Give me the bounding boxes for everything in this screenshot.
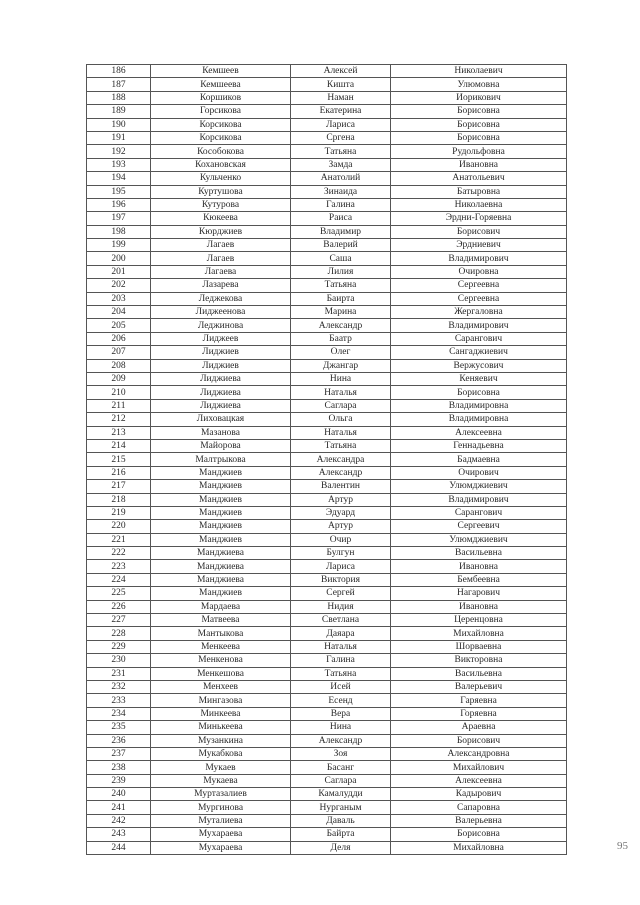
surname-cell: Кюрджиев bbox=[151, 225, 291, 238]
table-row bbox=[87, 480, 567, 493]
patronymic-cell: Николаевна bbox=[391, 198, 567, 211]
first-name-cell: Зинаида bbox=[291, 185, 391, 198]
surname-cell: Леджекова bbox=[151, 292, 291, 305]
patronymic-cell: Кеняевич bbox=[391, 372, 567, 385]
first-name-cell: Даяара bbox=[291, 627, 391, 640]
table-row bbox=[87, 747, 567, 760]
row-number-cell: 230 bbox=[87, 654, 151, 667]
surname-cell: Лиджиев bbox=[151, 359, 291, 372]
surname-cell: Матвеева bbox=[151, 614, 291, 627]
first-name-cell: Эдуард bbox=[291, 506, 391, 519]
row-number-cell: 200 bbox=[87, 252, 151, 265]
surname-cell: Кохановская bbox=[151, 158, 291, 171]
patronymic-cell: Горяевна bbox=[391, 707, 567, 720]
row-number-cell: 225 bbox=[87, 587, 151, 600]
patronymic-cell: Сарангович bbox=[391, 332, 567, 345]
table-row bbox=[87, 841, 567, 854]
surname-cell: Корсикова bbox=[151, 118, 291, 131]
surname-cell: Кособокова bbox=[151, 145, 291, 158]
first-name-cell: Виктория bbox=[291, 573, 391, 586]
first-name-cell: Баирта bbox=[291, 292, 391, 305]
surname-cell: Лагаев bbox=[151, 239, 291, 252]
row-number-cell: 197 bbox=[87, 212, 151, 225]
table-row bbox=[87, 533, 567, 546]
surname-cell: Менкешова bbox=[151, 667, 291, 680]
row-number-cell: 211 bbox=[87, 399, 151, 412]
first-name-cell: Зоя bbox=[291, 747, 391, 760]
surname-cell: Лагаева bbox=[151, 265, 291, 278]
surname-cell: Лиджеев bbox=[151, 332, 291, 345]
surname-cell: Горсикова bbox=[151, 105, 291, 118]
patronymic-cell: Борисовна bbox=[391, 118, 567, 131]
patronymic-cell: Борисовна bbox=[391, 131, 567, 144]
table-row bbox=[87, 587, 567, 600]
patronymic-cell: Александровна bbox=[391, 747, 567, 760]
surname-cell: Манджиев bbox=[151, 520, 291, 533]
patronymic-cell: Сергеевна bbox=[391, 279, 567, 292]
row-number-cell: 192 bbox=[87, 145, 151, 158]
surname-cell: Минькеева bbox=[151, 721, 291, 734]
first-name-cell: Татьяна bbox=[291, 279, 391, 292]
row-number-cell: 242 bbox=[87, 814, 151, 827]
patronymic-cell: Алексеевна bbox=[391, 426, 567, 439]
patronymic-cell: Владимирович bbox=[391, 252, 567, 265]
surname-cell: Лиховацкая bbox=[151, 413, 291, 426]
patronymic-cell: Михайлович bbox=[391, 761, 567, 774]
surname-cell: Манджиев bbox=[151, 480, 291, 493]
first-name-cell: Татьяна bbox=[291, 145, 391, 158]
row-number-cell: 187 bbox=[87, 78, 151, 91]
row-number-cell: 196 bbox=[87, 198, 151, 211]
surname-cell: Мингазова bbox=[151, 694, 291, 707]
first-name-cell: Валентин bbox=[291, 480, 391, 493]
surname-cell: Корсикова bbox=[151, 131, 291, 144]
table-row bbox=[87, 346, 567, 359]
patronymic-cell: Владимировна bbox=[391, 413, 567, 426]
first-name-cell: Лариса bbox=[291, 560, 391, 573]
first-name-cell: Камалудди bbox=[291, 788, 391, 801]
first-name-cell: Галина bbox=[291, 198, 391, 211]
first-name-cell: Алексей bbox=[291, 65, 391, 78]
patronymic-cell: Васильевна bbox=[391, 547, 567, 560]
table-row bbox=[87, 78, 567, 91]
patronymic-cell: Бадмаевна bbox=[391, 453, 567, 466]
row-number-cell: 239 bbox=[87, 774, 151, 787]
table-row bbox=[87, 65, 567, 78]
table-row bbox=[87, 667, 567, 680]
name-list-table bbox=[86, 64, 567, 855]
surname-cell: Коршиков bbox=[151, 91, 291, 104]
table-row bbox=[87, 265, 567, 278]
surname-cell: Манджиева bbox=[151, 560, 291, 573]
patronymic-cell: Сергеевна bbox=[391, 292, 567, 305]
patronymic-cell: Вержусович bbox=[391, 359, 567, 372]
table-row bbox=[87, 105, 567, 118]
table-row bbox=[87, 332, 567, 345]
patronymic-cell: Васильевна bbox=[391, 667, 567, 680]
row-number-cell: 188 bbox=[87, 91, 151, 104]
surname-cell: Кемшеев bbox=[151, 65, 291, 78]
surname-cell: Мукабкова bbox=[151, 747, 291, 760]
surname-cell: Лагаев bbox=[151, 252, 291, 265]
table-row bbox=[87, 118, 567, 131]
table-row bbox=[87, 801, 567, 814]
patronymic-cell: Батыровна bbox=[391, 185, 567, 198]
surname-cell: Мургинова bbox=[151, 801, 291, 814]
table-row bbox=[87, 640, 567, 653]
patronymic-cell: Николаевич bbox=[391, 65, 567, 78]
patronymic-cell: Борисовна bbox=[391, 828, 567, 841]
table-row bbox=[87, 520, 567, 533]
surname-cell: Лиджиев bbox=[151, 346, 291, 359]
table-row bbox=[87, 814, 567, 827]
patronymic-cell: Викторовна bbox=[391, 654, 567, 667]
table-row bbox=[87, 239, 567, 252]
table-row bbox=[87, 600, 567, 613]
first-name-cell: Саша bbox=[291, 252, 391, 265]
row-number-cell: 237 bbox=[87, 747, 151, 760]
surname-cell: Манджиев bbox=[151, 506, 291, 519]
table-row bbox=[87, 359, 567, 372]
surname-cell: Мукаева bbox=[151, 774, 291, 787]
first-name-cell: Саглара bbox=[291, 774, 391, 787]
row-number-cell: 223 bbox=[87, 560, 151, 573]
row-number-cell: 202 bbox=[87, 279, 151, 292]
patronymic-cell: Алексеевна bbox=[391, 774, 567, 787]
first-name-cell: Кишта bbox=[291, 78, 391, 91]
row-number-cell: 201 bbox=[87, 265, 151, 278]
surname-cell: Менкеева bbox=[151, 640, 291, 653]
patronymic-cell: Шорваевна bbox=[391, 640, 567, 653]
row-number-cell: 224 bbox=[87, 573, 151, 586]
row-number-cell: 204 bbox=[87, 306, 151, 319]
first-name-cell: Артур bbox=[291, 493, 391, 506]
table-row bbox=[87, 158, 567, 171]
row-number-cell: 221 bbox=[87, 533, 151, 546]
patronymic-cell: Валерьевна bbox=[391, 814, 567, 827]
table-row bbox=[87, 734, 567, 747]
surname-cell: Мухараева bbox=[151, 828, 291, 841]
first-name-cell: Наталья bbox=[291, 386, 391, 399]
row-number-cell: 241 bbox=[87, 801, 151, 814]
row-number-cell: 216 bbox=[87, 466, 151, 479]
table-row bbox=[87, 306, 567, 319]
surname-cell: Кутурова bbox=[151, 198, 291, 211]
row-number-cell: 186 bbox=[87, 65, 151, 78]
row-number-cell: 205 bbox=[87, 319, 151, 332]
patronymic-cell: Гаряевна bbox=[391, 694, 567, 707]
row-number-cell: 244 bbox=[87, 841, 151, 854]
table-row bbox=[87, 547, 567, 560]
first-name-cell: Татьяна bbox=[291, 667, 391, 680]
surname-cell: Лиджиева bbox=[151, 386, 291, 399]
patronymic-cell: Михайловна bbox=[391, 841, 567, 854]
patronymic-cell: Улюмовна bbox=[391, 78, 567, 91]
first-name-cell: Марина bbox=[291, 306, 391, 319]
patronymic-cell: Бембеевна bbox=[391, 573, 567, 586]
table-row bbox=[87, 627, 567, 640]
surname-cell: Манджиев bbox=[151, 493, 291, 506]
surname-cell: Мукаев bbox=[151, 761, 291, 774]
first-name-cell: Вера bbox=[291, 707, 391, 720]
patronymic-cell: Кадырович bbox=[391, 788, 567, 801]
surname-cell: Мантыкова bbox=[151, 627, 291, 640]
patronymic-cell: Араевна bbox=[391, 721, 567, 734]
surname-cell: Муталиева bbox=[151, 814, 291, 827]
surname-cell: Менхеев bbox=[151, 680, 291, 693]
first-name-cell: Александр bbox=[291, 466, 391, 479]
patronymic-cell: Владимировна bbox=[391, 399, 567, 412]
row-number-cell: 243 bbox=[87, 828, 151, 841]
first-name-cell: Даваль bbox=[291, 814, 391, 827]
row-number-cell: 191 bbox=[87, 131, 151, 144]
surname-cell: Муртазалиев bbox=[151, 788, 291, 801]
patronymic-cell: Ивановна bbox=[391, 600, 567, 613]
table-row bbox=[87, 774, 567, 787]
patronymic-cell: Ивановна bbox=[391, 560, 567, 573]
row-number-cell: 206 bbox=[87, 332, 151, 345]
first-name-cell: Исей bbox=[291, 680, 391, 693]
patronymic-cell: Валерьевич bbox=[391, 680, 567, 693]
surname-cell: Манджиев bbox=[151, 587, 291, 600]
table-row bbox=[87, 172, 567, 185]
surname-cell: Кюкеева bbox=[151, 212, 291, 225]
patronymic-cell: Эрдниевич bbox=[391, 239, 567, 252]
surname-cell: Лиджиева bbox=[151, 372, 291, 385]
patronymic-cell: Очировна bbox=[391, 265, 567, 278]
row-number-cell: 199 bbox=[87, 239, 151, 252]
first-name-cell: Сргена bbox=[291, 131, 391, 144]
table-row bbox=[87, 721, 567, 734]
first-name-cell: Есенд bbox=[291, 694, 391, 707]
first-name-cell: Нина bbox=[291, 721, 391, 734]
first-name-cell: Сергей bbox=[291, 587, 391, 600]
row-number-cell: 234 bbox=[87, 707, 151, 720]
row-number-cell: 212 bbox=[87, 413, 151, 426]
patronymic-cell: Улюмджиевич bbox=[391, 533, 567, 546]
row-number-cell: 193 bbox=[87, 158, 151, 171]
table-row bbox=[87, 788, 567, 801]
patronymic-cell: Эрдни-Горяевна bbox=[391, 212, 567, 225]
surname-cell: Манджиев bbox=[151, 466, 291, 479]
row-number-cell: 215 bbox=[87, 453, 151, 466]
row-number-cell: 219 bbox=[87, 506, 151, 519]
patronymic-cell: Сапаровна bbox=[391, 801, 567, 814]
table-row bbox=[87, 560, 567, 573]
first-name-cell: Булгун bbox=[291, 547, 391, 560]
surname-cell: Манджиева bbox=[151, 573, 291, 586]
row-number-cell: 229 bbox=[87, 640, 151, 653]
first-name-cell: Лилия bbox=[291, 265, 391, 278]
surname-cell: Кульченко bbox=[151, 172, 291, 185]
row-number-cell: 231 bbox=[87, 667, 151, 680]
first-name-cell: Владимир bbox=[291, 225, 391, 238]
first-name-cell: Наман bbox=[291, 91, 391, 104]
surname-cell: Манджиев bbox=[151, 533, 291, 546]
patronymic-cell: Анатольевич bbox=[391, 172, 567, 185]
table-row bbox=[87, 828, 567, 841]
first-name-cell: Александр bbox=[291, 319, 391, 332]
patronymic-cell: Владимирович bbox=[391, 493, 567, 506]
table-row bbox=[87, 225, 567, 238]
row-number-cell: 218 bbox=[87, 493, 151, 506]
row-number-cell: 228 bbox=[87, 627, 151, 640]
table-row bbox=[87, 279, 567, 292]
row-number-cell: 233 bbox=[87, 694, 151, 707]
row-number-cell: 194 bbox=[87, 172, 151, 185]
row-number-cell: 236 bbox=[87, 734, 151, 747]
table-row bbox=[87, 439, 567, 452]
patronymic-cell: Борисовна bbox=[391, 105, 567, 118]
row-number-cell: 198 bbox=[87, 225, 151, 238]
patronymic-cell: Сангаджиевич bbox=[391, 346, 567, 359]
table-row bbox=[87, 453, 567, 466]
row-number-cell: 207 bbox=[87, 346, 151, 359]
surname-cell: Мазанова bbox=[151, 426, 291, 439]
table-row bbox=[87, 252, 567, 265]
table-row bbox=[87, 694, 567, 707]
patronymic-cell: Борисович bbox=[391, 225, 567, 238]
table-row bbox=[87, 761, 567, 774]
first-name-cell: Лариса bbox=[291, 118, 391, 131]
first-name-cell: Нина bbox=[291, 372, 391, 385]
first-name-cell: Татьяна bbox=[291, 439, 391, 452]
row-number-cell: 235 bbox=[87, 721, 151, 734]
table-row bbox=[87, 212, 567, 225]
first-name-cell: Наталья bbox=[291, 426, 391, 439]
first-name-cell: Александра bbox=[291, 453, 391, 466]
surname-cell: Мардаева bbox=[151, 600, 291, 613]
row-number-cell: 232 bbox=[87, 680, 151, 693]
row-number-cell: 220 bbox=[87, 520, 151, 533]
surname-cell: Леджинова bbox=[151, 319, 291, 332]
patronymic-cell: Борисовна bbox=[391, 386, 567, 399]
row-number-cell: 190 bbox=[87, 118, 151, 131]
first-name-cell: Светлана bbox=[291, 614, 391, 627]
first-name-cell: Саглара bbox=[291, 399, 391, 412]
surname-cell: Лиджиева bbox=[151, 399, 291, 412]
row-number-cell: 195 bbox=[87, 185, 151, 198]
table-row bbox=[87, 614, 567, 627]
patronymic-cell: Церенцовна bbox=[391, 614, 567, 627]
patronymic-cell: Жергаловна bbox=[391, 306, 567, 319]
first-name-cell: Олег bbox=[291, 346, 391, 359]
row-number-cell: 203 bbox=[87, 292, 151, 305]
row-number-cell: 209 bbox=[87, 372, 151, 385]
table-row bbox=[87, 131, 567, 144]
row-number-cell: 226 bbox=[87, 600, 151, 613]
patronymic-cell: Ивановна bbox=[391, 158, 567, 171]
row-number-cell: 217 bbox=[87, 480, 151, 493]
first-name-cell: Анатолий bbox=[291, 172, 391, 185]
patronymic-cell: Очирович bbox=[391, 466, 567, 479]
row-number-cell: 189 bbox=[87, 105, 151, 118]
first-name-cell: Екатерина bbox=[291, 105, 391, 118]
table-row bbox=[87, 413, 567, 426]
first-name-cell: Нидия bbox=[291, 600, 391, 613]
table-row bbox=[87, 292, 567, 305]
table-row bbox=[87, 573, 567, 586]
surname-cell: Менкенова bbox=[151, 654, 291, 667]
surname-cell: Манджиева bbox=[151, 547, 291, 560]
table-row bbox=[87, 493, 567, 506]
surname-cell: Майорова bbox=[151, 439, 291, 452]
patronymic-cell: Нагарович bbox=[391, 587, 567, 600]
table-row bbox=[87, 319, 567, 332]
table-row bbox=[87, 426, 567, 439]
name-list-body bbox=[87, 65, 567, 855]
page-number: 95 bbox=[617, 840, 628, 852]
surname-cell: Минкеева bbox=[151, 707, 291, 720]
table-row bbox=[87, 198, 567, 211]
patronymic-cell: Иорикович bbox=[391, 91, 567, 104]
patronymic-cell: Сарангович bbox=[391, 506, 567, 519]
patronymic-cell: Рудольфовна bbox=[391, 145, 567, 158]
first-name-cell: Баатр bbox=[291, 332, 391, 345]
row-number-cell: 238 bbox=[87, 761, 151, 774]
row-number-cell: 210 bbox=[87, 386, 151, 399]
row-number-cell: 227 bbox=[87, 614, 151, 627]
first-name-cell: Джангар bbox=[291, 359, 391, 372]
table-row bbox=[87, 654, 567, 667]
patronymic-cell: Улюмджиевич bbox=[391, 480, 567, 493]
surname-cell: Куртушова bbox=[151, 185, 291, 198]
first-name-cell: Басанг bbox=[291, 761, 391, 774]
table-row bbox=[87, 466, 567, 479]
table-row bbox=[87, 399, 567, 412]
first-name-cell: Байрта bbox=[291, 828, 391, 841]
patronymic-cell: Борисович bbox=[391, 734, 567, 747]
first-name-cell: Галина bbox=[291, 654, 391, 667]
first-name-cell: Раиса bbox=[291, 212, 391, 225]
row-number-cell: 222 bbox=[87, 547, 151, 560]
first-name-cell: Наталья bbox=[291, 640, 391, 653]
table-row bbox=[87, 91, 567, 104]
surname-cell: Лиджеенова bbox=[151, 306, 291, 319]
surname-cell: Музанкина bbox=[151, 734, 291, 747]
table-row bbox=[87, 506, 567, 519]
first-name-cell: Валерий bbox=[291, 239, 391, 252]
first-name-cell: Ольга bbox=[291, 413, 391, 426]
first-name-cell: Очир bbox=[291, 533, 391, 546]
table-row bbox=[87, 707, 567, 720]
first-name-cell: Деля bbox=[291, 841, 391, 854]
surname-cell: Малтрыкова bbox=[151, 453, 291, 466]
table-row bbox=[87, 185, 567, 198]
row-number-cell: 213 bbox=[87, 426, 151, 439]
patronymic-cell: Геннадьевна bbox=[391, 439, 567, 452]
first-name-cell: Замда bbox=[291, 158, 391, 171]
row-number-cell: 208 bbox=[87, 359, 151, 372]
table-row bbox=[87, 680, 567, 693]
first-name-cell: Артур bbox=[291, 520, 391, 533]
table-row bbox=[87, 372, 567, 385]
surname-cell: Лазарева bbox=[151, 279, 291, 292]
patronymic-cell: Михайловна bbox=[391, 627, 567, 640]
first-name-cell: Нурганым bbox=[291, 801, 391, 814]
patronymic-cell: Сергеевич bbox=[391, 520, 567, 533]
surname-cell: Мухараева bbox=[151, 841, 291, 854]
table-row bbox=[87, 145, 567, 158]
patronymic-cell: Владимирович bbox=[391, 319, 567, 332]
first-name-cell: Александр bbox=[291, 734, 391, 747]
row-number-cell: 214 bbox=[87, 439, 151, 452]
surname-cell: Кемшеева bbox=[151, 78, 291, 91]
row-number-cell: 240 bbox=[87, 788, 151, 801]
table-row bbox=[87, 386, 567, 399]
